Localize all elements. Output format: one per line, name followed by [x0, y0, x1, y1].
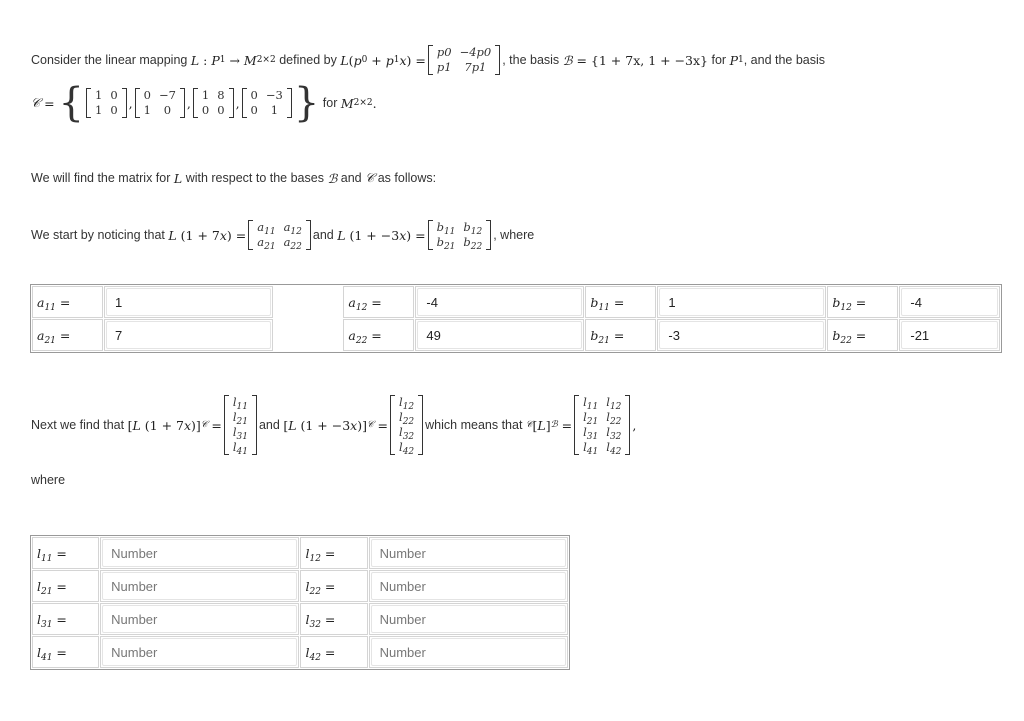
defined-by-text: defined by	[279, 53, 337, 67]
label-a12: $a_{12}$ =	[343, 286, 414, 318]
l-matrix: $l_{11}$ $l_{12}$ $l_{21}$ $l_{22}$ $l_{31}$ $l_{32}$ $l_{41}$ $l_{42}$	[574, 395, 630, 455]
start-and: and	[312, 228, 334, 242]
input-l32[interactable]: Number	[371, 605, 566, 633]
label-l32: $l_{32}$ =	[300, 603, 367, 635]
mapping-definition: L	[340, 52, 349, 68]
label-a22: $a_{22}$ =	[343, 319, 414, 351]
find-matrix-line: We will find the matrix for L with respect to the bases ℬ and 𝒞 as follows:	[31, 170, 437, 186]
label-l11: $l_{11}$ =	[32, 537, 99, 569]
ab-row-1	[32, 286, 1000, 318]
l-vector-2: $l_{12}$ $l_{22}$ $l_{32}$ $l_{42}$	[390, 395, 423, 455]
for-p1-text: for	[711, 53, 727, 67]
mapping-expr: L	[190, 52, 200, 68]
a-matrix: $a_{11}$ $a_{12}$ $a_{21}$ $a_{22}$	[248, 220, 311, 250]
start-text: We start by noticing that	[31, 228, 165, 242]
input-a12[interactable]: -4	[417, 288, 582, 316]
basis-c-line: 𝒞 = { 1 0 1 0 , 0 −7 1 0 , 1 8 0 0 , 0 −3 0 1 } for M 2×2 .	[31, 80, 377, 126]
input-a22[interactable]: 49	[417, 321, 582, 349]
next-text: Next we find that	[31, 418, 125, 432]
trailing-comma: ,	[632, 417, 637, 433]
l-row-2	[32, 570, 568, 602]
label-l12: $l_{12}$ =	[300, 537, 367, 569]
find-text: We will find the matrix for	[31, 171, 171, 185]
left-brace: {	[58, 80, 84, 126]
input-b22[interactable]: -21	[901, 321, 998, 349]
where-line	[31, 471, 65, 489]
where-text: where	[31, 473, 66, 487]
for-m-text: for	[322, 96, 338, 110]
input-b12[interactable]: -4	[901, 288, 998, 316]
next-and: and	[258, 418, 280, 432]
label-l22: $l_{22}$ =	[300, 570, 367, 602]
start-line: We start by noticing that L (1 + 7 x ) = $a_{11}$ $a_{12}$ $a_{21}$ $a_{22}$ and L (1 + −3 x ) = $b_{11}$ $b_{12}$ $b_{21}$ $b_{22}$ , where	[31, 220, 535, 252]
b-matrix: $b_{11}$ $b_{12}$ $b_{21}$ $b_{22}$	[428, 220, 492, 250]
input-a21[interactable]: 7	[106, 321, 271, 349]
basis-c-symbol: 𝒞	[31, 95, 41, 110]
ab-row-2	[32, 319, 1000, 351]
input-l11[interactable]: Number	[102, 539, 297, 567]
label-l31: $l_{31}$ =	[32, 603, 99, 635]
problem-statement-line1: Consider the linear mapping L : P 1 → M 2×2 defined by L ( p 0 + p 1 x ) = p0 −4p0 p1 7p1 , the basis ℬ = {1 + 7x, 1 + −3x} for P 1 , and the basis	[31, 45, 826, 74]
basis-c-matrix-4: 0 −3 0 1	[242, 88, 292, 118]
label-b11: $b_{11}$ =	[585, 286, 656, 318]
start-where: , where	[493, 228, 535, 242]
label-b21: $b_{21}$ =	[585, 319, 656, 351]
label-a21: $a_{21}$ =	[32, 319, 103, 351]
basis-b-value: {1 + 7x, 1 + −3x}	[590, 52, 708, 68]
basis-c-matrix-2: 0 −7 1 0	[135, 88, 185, 118]
right-brace: }	[293, 80, 320, 126]
basis-b-symbol: ℬ	[562, 52, 573, 68]
input-l31[interactable]: Number	[102, 605, 297, 633]
ab-answer-grid	[30, 284, 1002, 353]
input-l41[interactable]: Number	[102, 638, 297, 666]
input-b11[interactable]: 1	[659, 288, 824, 316]
next-find-line: Next we find that [ L (1 + 7 x )] 𝒞 = $l_{11}$ $l_{21}$ $l_{31}$ $l_{41}$ and [ L (1 + −3 x )] 𝒞 = $l_{12}$ $l_{22}$ $l_{32}$ $l_{42}$ which means that 𝒞 [ L ] ℬ = $l_{11}$ $l_{12}$ $l_{21}$ $l_{22}$ $l_{31}$ $l_{32}$ $l_{41}$ $l_{42}$ ,	[31, 395, 637, 457]
l-row-1	[32, 537, 568, 569]
basis-c-matrix-3: 1 8 0 0	[193, 88, 234, 118]
mapping-matrix: p0 −4p0 p1 7p1	[428, 45, 500, 75]
basis-b-text: , the basis	[502, 53, 560, 67]
which-means-text: which means that	[425, 418, 523, 432]
find-as-follows: as follows:	[377, 171, 437, 185]
input-l12[interactable]: Number	[371, 539, 566, 567]
input-l42[interactable]: Number	[371, 638, 566, 666]
label-a11: $a_{11}$ =	[32, 286, 103, 318]
basis-c-matrix-1: 1 0 1 0	[86, 88, 127, 118]
label-b22: $b_{22}$ =	[827, 319, 898, 351]
find-and: and	[340, 171, 362, 185]
label-b12: $b_{12}$ =	[827, 286, 898, 318]
l-row-3	[32, 603, 568, 635]
label-l41: $l_{41}$ =	[32, 636, 99, 668]
input-a11[interactable]: 1	[106, 288, 271, 316]
input-l21[interactable]: Number	[102, 572, 297, 600]
l-vector-1: $l_{11}$ $l_{21}$ $l_{31}$ $l_{41}$	[224, 395, 257, 455]
label-l21: $l_{21}$ =	[32, 570, 99, 602]
consider-text: Consider the linear mapping	[31, 53, 188, 67]
input-l22[interactable]: Number	[371, 572, 566, 600]
l-row-4	[32, 636, 568, 668]
find-text-end: with respect to the bases	[185, 171, 324, 185]
input-b21[interactable]: -3	[659, 321, 824, 349]
label-l42: $l_{42}$ =	[300, 636, 367, 668]
and-basis-text: , and the basis	[743, 53, 826, 67]
l-answer-grid	[30, 535, 570, 670]
